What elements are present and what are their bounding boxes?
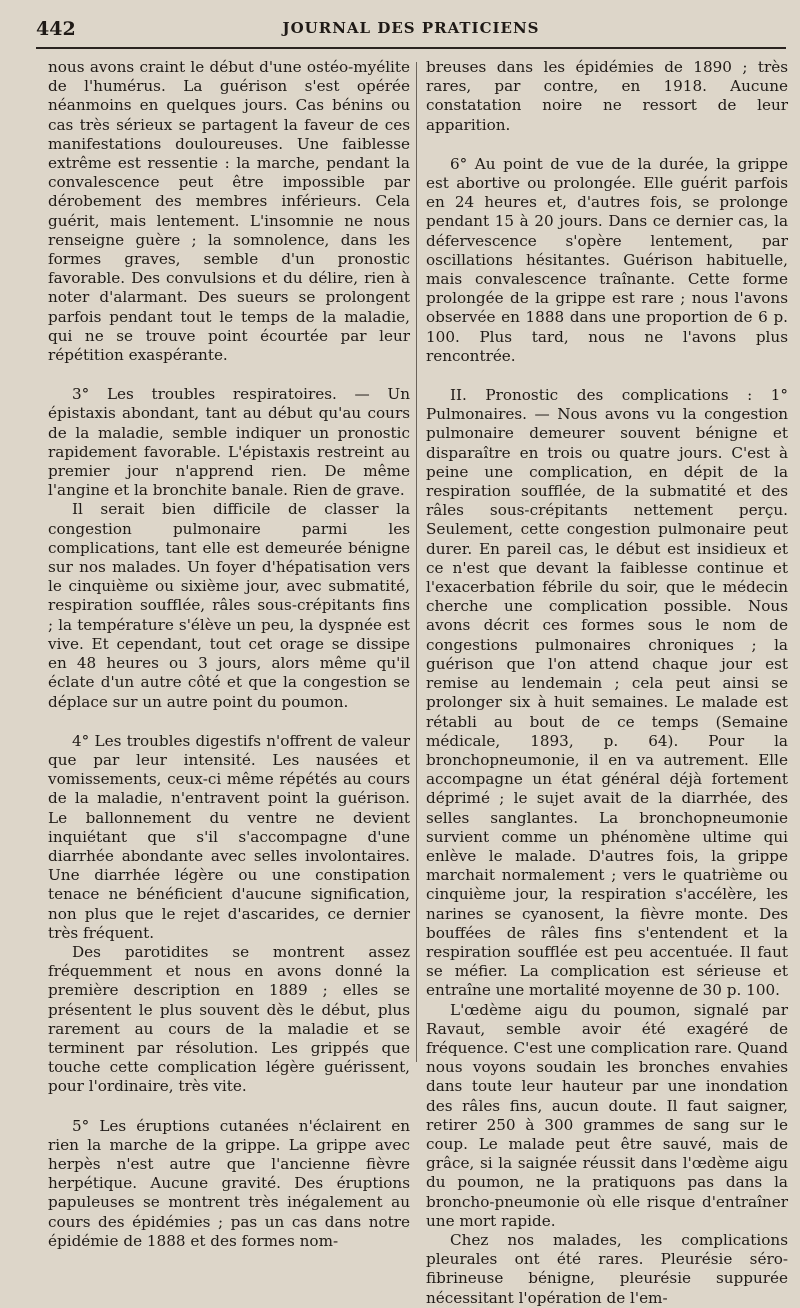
paragraph: L'œdème aigu du poumon, signalé par Ravaut, semble avoir été exagéré de fréquence. C'est une complication rare. Quand nous voyons soudain les bronches envahies dans toute leur hauteur par une inondation des râles fins, aucun doute. Il faut saigner, retirer 250 à 300 grammes de sang sur le coup. Le malade peut être sauvé, mais de grâce, si la saignée réussit dans l'œdème aigu du poumon, ne la pratiquons pas dans la broncho-pneumonie où elle risque d'entraîner une mort rapide. [426, 1000, 788, 1230]
column-divider [416, 62, 417, 1062]
paragraph: 4° Les troubles digestifs n'offrent de valeur que par leur intensité. Les nausées et vomissements, ceux-ci même répétés au cours de la maladie, n'entravent point la guérison. Le ballonnement du ventre ne devient inquiétant que s'il s'accompagne d'une diarrhée abondante avec selles involontaires. Une diarrhée légère ou une constipation tenace ne bénéficient d'aucune signification, non plus que le rejet d'ascarides, ce dernier très fréquent. [48, 731, 410, 942]
paragraph: breuses dans les épidémies de 1890 ; très rares, par contre, en 1918. Aucune constatation noire ne ressort de leur apparition. [426, 58, 788, 134]
page-number: 442 [36, 18, 76, 40]
paragraph: 3° Les troubles respiratoires. — Un épistaxis abondant, tant au début qu'au cours de la maladie, semble indiquer un pronostic rapidement favorable. L'épistaxis restreint au premier jour n'apprend rien. De même l'angine et la bronchite banale. Rien de grave. [48, 385, 410, 500]
paragraph: Chez nos malades, les complications pleurales ont été rares. Pleurésie séro-fibrineuse bénigne, pleurésie suppurée nécessitant l'opération de l'em- [426, 1230, 788, 1307]
paragraph: 5° Les éruptions cutanées n'éclairent en rien la marche de la grippe. La grippe avec herpès n'est autre que l'ancienne fièvre herpétique. Aucune gravité. Des éruptions papuleuses se montrent très inégalement au cours des épidémies ; pas un cas dans notre épidémie de 1888 et des formes nom- [48, 1116, 410, 1250]
paragraph: Des parotidites se montrent assez fréquemment et nous en avons donné la première description en 1889 ; elles se présentent le plus souvent dès le début, plus rarement au cours de la maladie et se terminent par résolution. Les grippés que touche cette complication légère guérissent, pour l'ordinaire, très vite. [48, 942, 410, 1096]
left-column [48, 58, 410, 1251]
journal-title: JOURNAL DES PRATICIENS [282, 19, 540, 37]
paragraph: nous avons craint le début d'une ostéo-myélite de l'humérus. La guérison s'est opérée néanmoins en quelques jours. Cas bénins ou cas très sérieux se partagent la faveur de ces manifestations douloureuses. Une faiblesse extrême est ressentie : la marche, pendant la convalescence peut être impossible par dérobement des membres inférieurs. Cela guérit, mais lentement. L'insomnie ne nous renseigne guère ; la somnolence, dans les formes graves, semble d'un pronostic favorable. Des convulsions et du délire, rien à noter d'alarmant. Des sueurs se prolongent parfois pendant tout le temps de la maladie, qui ne se trouve point écourtée par leur répétition exaspérante. [48, 58, 410, 365]
page-header [36, 17, 786, 49]
paragraph: 6° Au point de vue de la durée, la grippe est abortive ou prolongée. Elle guérit parfois en 24 heures et, d'autres fois, se prolonge pendant 15 à 20 jours. Dans ce dernier cas, la défervescence s'opère lentement, par oscillations hésitantes. Guérison habituelle, mais convalescence traînante. Cette forme prolongée de la grippe est rare ; nous l'avons observée en 1888 dans une proportion de 6 p. 100. Plus tard, nous ne l'avons plus rencontrée. [426, 154, 788, 365]
paragraph: Il serait bien difficile de classer la congestion pulmonaire parmi les complications, tant elle est demeurée bénigne sur nos malades. Un foyer d'hépatisation vers le cinquième ou sixième jour, avec submatité, respiration soufflée, râles sous-crépitants fins ; la température s'élève un peu, la dyspnée est vive. Et cependant, tout cet orage se dissipe en 48 heures ou 3 jours, alors même qu'il éclate d'un autre côté et que la congestion se déplace sur un autre point du poumon. [48, 500, 410, 711]
paragraph: II. Pronostic des complications : 1° Pulmonaires. — Nous avons vu la congestion pulmonaire demeurer souvent bénigne et disparaître en trois ou quatre jours. C'est à peine une complication, en dépit de la respiration soufflée, de la submatité et des râles sous-crépitants nettement perçu. Seulement, cette congestion pulmonaire peut durer. En pareil cas, le début est insidieux et ce n'est que devant la faiblesse continue et l'exacerbation fébrile du soir, que le médecin cherche une complication possible. Nous avons décrit ces formes sous le nom de congestions pulmonaires chroniques ; la guérison que l'on attend chaque jour est remise au lendemain ; cela peut ainsi se prolonger six à huit semaines. Le malade est rétabli au bout de ce temps (Semaine médicale, 1893, p. 64). Pour la bronchopneumonie, il en va autrement. Elle accompagne un état général déjà fortement déprimé ; le sujet avait de la diarrhée, des selles sanglantes. La bronchopneumonie survient comme un phénomène ultime qui enlève le malade. D'autres fois, la grippe marchait normalement ; vers le quatrième ou cinquième jour, la respiration s'accélère, les narines se cyanosent, la fièvre monte. Des bouffées de râles fins s'entendent et la respiration soufflée est peu accentuée. Il faut se méfier. La complication est sérieuse et entraîne une mortalité moyenne de 30 p. 100. [426, 386, 788, 1000]
right-column [426, 58, 788, 1308]
